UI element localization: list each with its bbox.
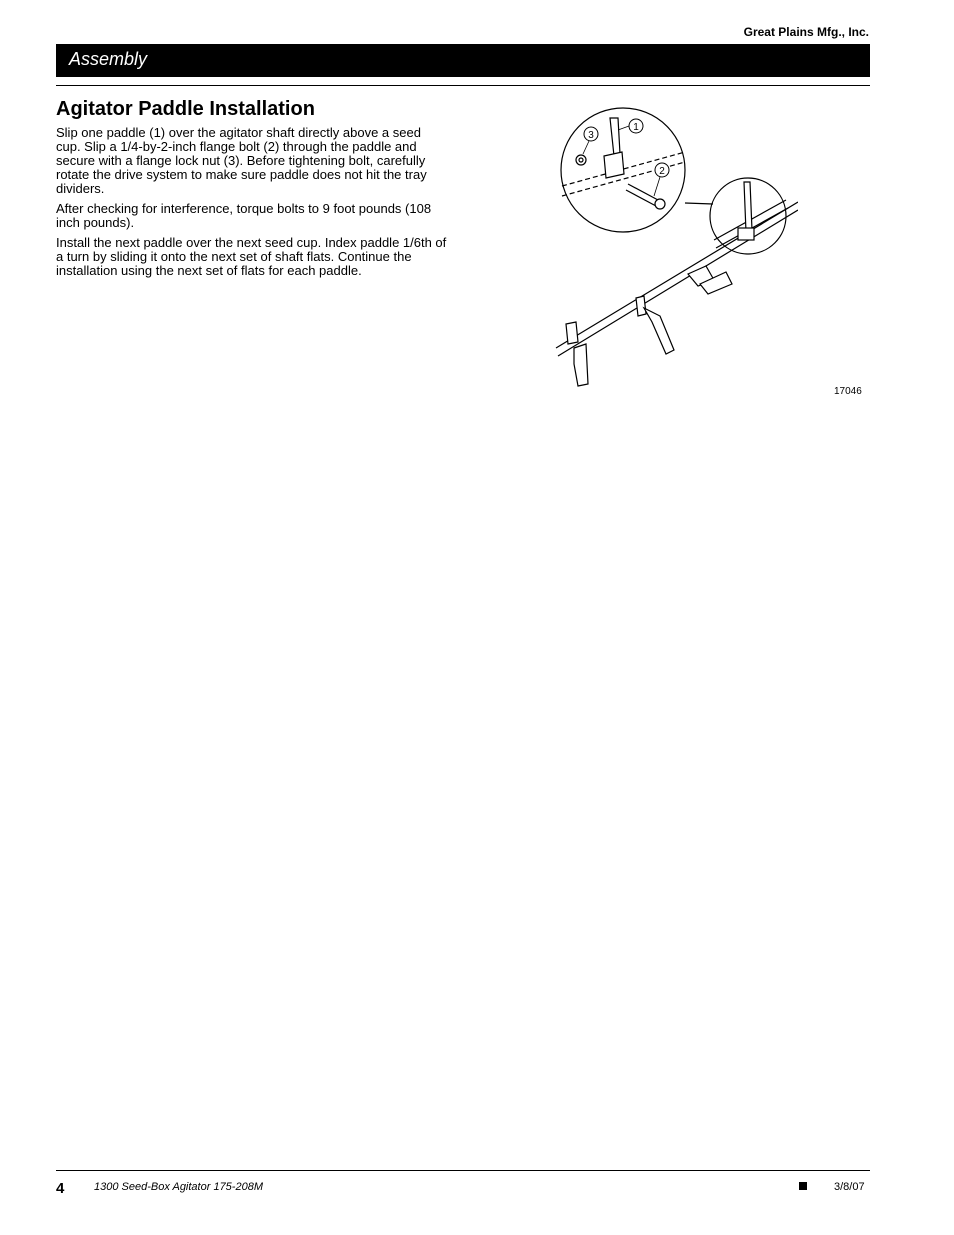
page-number: 4 (56, 1180, 65, 1197)
footer-divider (56, 1170, 870, 1171)
callout-2-label: 2 (659, 166, 665, 177)
figure-number: 17046 (834, 386, 862, 397)
agitator-paddle-illustration (548, 104, 798, 392)
header-divider (56, 85, 870, 86)
callout-1-label: 1 (633, 122, 639, 133)
paragraph-1: Slip one paddle (1) over the agitator shaft directly above a seed cup. Slip a 1/4-by-2-inch flange bolt (2) through the paddle and secure with a flange lock nut (3). Before tightening bolt, carefully rotate the drive system to make sure paddle does not hit the tray dividers. (56, 125, 427, 196)
body-text (56, 126, 448, 284)
square-bullet-icon (799, 1182, 807, 1190)
paragraph-3: Install the next paddle over the next seed cup. Index paddle 1/6th of a turn by sliding it onto the next set of shaft flats. Continue the installation using the next set of flats for each paddle. (56, 235, 447, 278)
document-title: 1300 Seed-Box Agitator 175-208M (94, 1181, 263, 1193)
section-header-bar (56, 44, 870, 77)
company-name: Great Plains Mfg., Inc. (743, 25, 869, 39)
callout-3-label: 3 (588, 130, 594, 141)
page-heading: Agitator Paddle Installation (56, 98, 315, 120)
revision-date: 3/8/07 (834, 1181, 865, 1193)
section-title: Assembly (69, 49, 148, 69)
paragraph-2: After checking for interference, torque bolts to 9 foot pounds (108 inch pounds). (56, 201, 432, 230)
